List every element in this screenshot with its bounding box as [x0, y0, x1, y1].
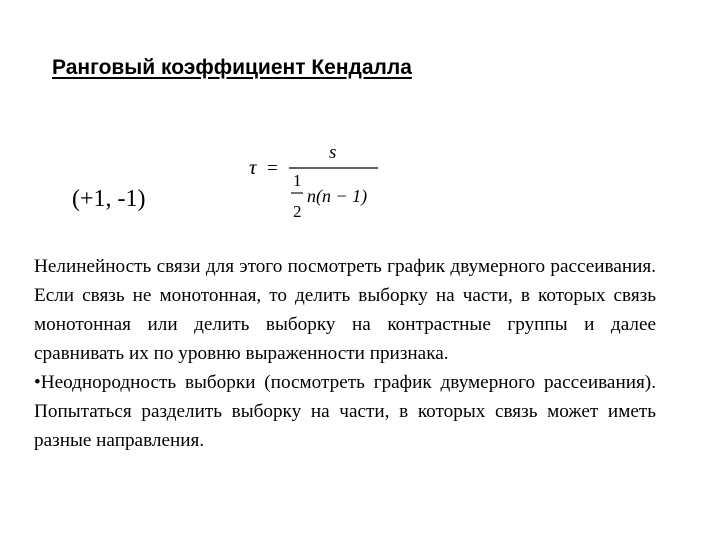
formula-equals: =: [267, 158, 278, 179]
formula-tau: τ: [249, 155, 257, 179]
formula-denominator-expression: n(n − 1): [307, 186, 368, 206]
formula-half-denominator: 2: [293, 202, 302, 221]
formula-half-numerator: 1: [293, 171, 302, 190]
kendall-tau-formula: [245, 138, 385, 230]
paragraph-nonlinearity: Нелинейность связи для этого посмотреть график двумерного рассеивания. Если связь не монотонная, то делить выборку на части, в которых связь монотонная или делить выборку на контрастные группы и далее сравнивать их по уровню выраженности признака.: [34, 256, 656, 364]
slide-title: Ранговый коэффициент Кендалла: [52, 56, 412, 79]
body-text: [34, 252, 656, 455]
coefficient-range: (+1, -1): [72, 186, 146, 212]
paragraph-heterogeneity: •Неоднородность выборки (посмотреть график двумерного рассеивания). Попытаться разделить выборку на части, в которых связь может иметь разные направления.: [34, 372, 656, 451]
formula-numerator: s: [329, 142, 337, 163]
